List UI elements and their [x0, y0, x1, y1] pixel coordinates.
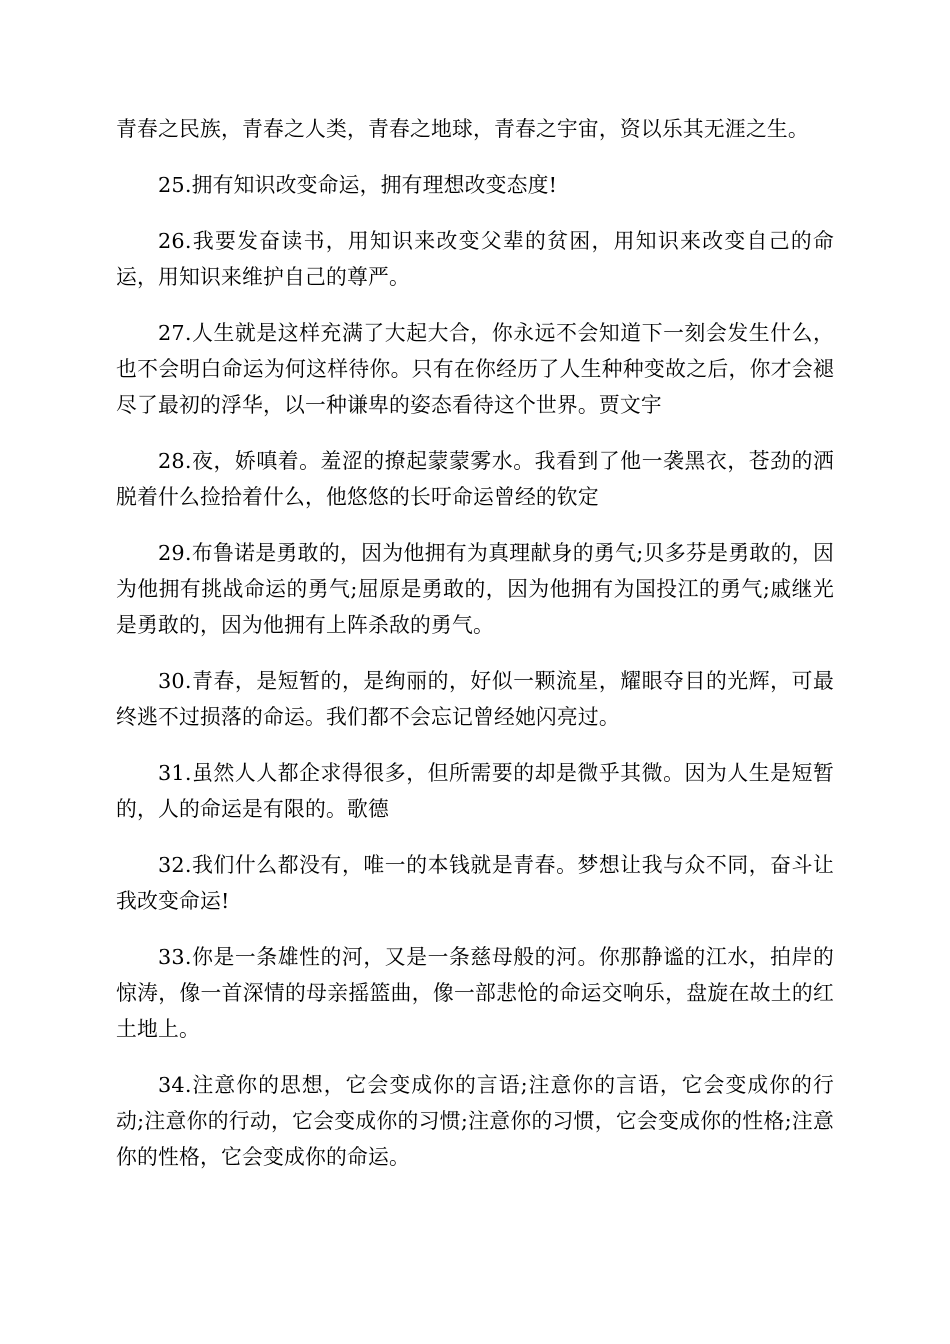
paragraph-32: 32.我们什么都没有，唯一的本钱就是青春。梦想让我与众不同，奋斗让我改变命运! [116, 853, 834, 913]
document-body [116, 111, 834, 1195]
paragraph-28: 28.夜，娇嗔着。羞涩的撩起蒙蒙雾水。我看到了他一袭黑衣，苍劲的洒脱着什么捡拾着什么，他悠悠的长吁命运曾经的钦定 [116, 449, 834, 509]
paragraph-29: 29.布鲁诺是勇敢的，因为他拥有为真理献身的勇气;贝多芬是勇敢的，因为他拥有挑战命运的勇气;屈原是勇敢的，因为他拥有为国投江的勇气;戚继光是勇敢的，因为他拥有上阵杀敌的勇气。 [116, 541, 834, 637]
paragraph-continuation: 青春之民族，青春之人类，青春之地球，青春之宇宙，资以乐其无涯之生。 [116, 117, 809, 141]
paragraph-30: 30.青春，是短暂的，是绚丽的，好似一颗流星，耀眼夺目的光辉，可最终逃不过损落的命运。我们都不会忘记曾经她闪亮过。 [116, 669, 834, 729]
paragraph-34: 34.注意你的思想，它会变成你的言语;注意你的言语，它会变成你的行动;注意你的行动，它会变成你的习惯;注意你的习惯，它会变成你的性格;注意你的性格，它会变成你的命运。 [116, 1073, 834, 1169]
paragraph-31: 31.虽然人人都企求得很多，但所需要的却是微乎其微。因为人生是短暂的，人的命运是有限的。歌德 [116, 761, 834, 821]
paragraph-26: 26.我要发奋读书，用知识来改变父辈的贫困，用知识来改变自己的命运，用知识来维护自己的尊严。 [116, 229, 834, 289]
paragraph-33: 33.你是一条雄性的河，又是一条慈母般的河。你那静谧的江水，拍岸的惊涛，像一首深情的母亲摇篮曲，像一部悲怆的命运交响乐，盘旋在故土的红土地上。 [116, 945, 834, 1041]
paragraph-27: 27.人生就是这样充满了大起大合，你永远不会知道下一刻会发生什么，也不会明白命运为何这样待你。只有在你经历了人生种种变故之后，你才会褪尽了最初的浮华，以一种谦卑的姿态看待这个世界。贾文宇 [116, 321, 834, 417]
paragraph-25: 25.拥有知识改变命运，拥有理想改变态度! [158, 173, 558, 197]
